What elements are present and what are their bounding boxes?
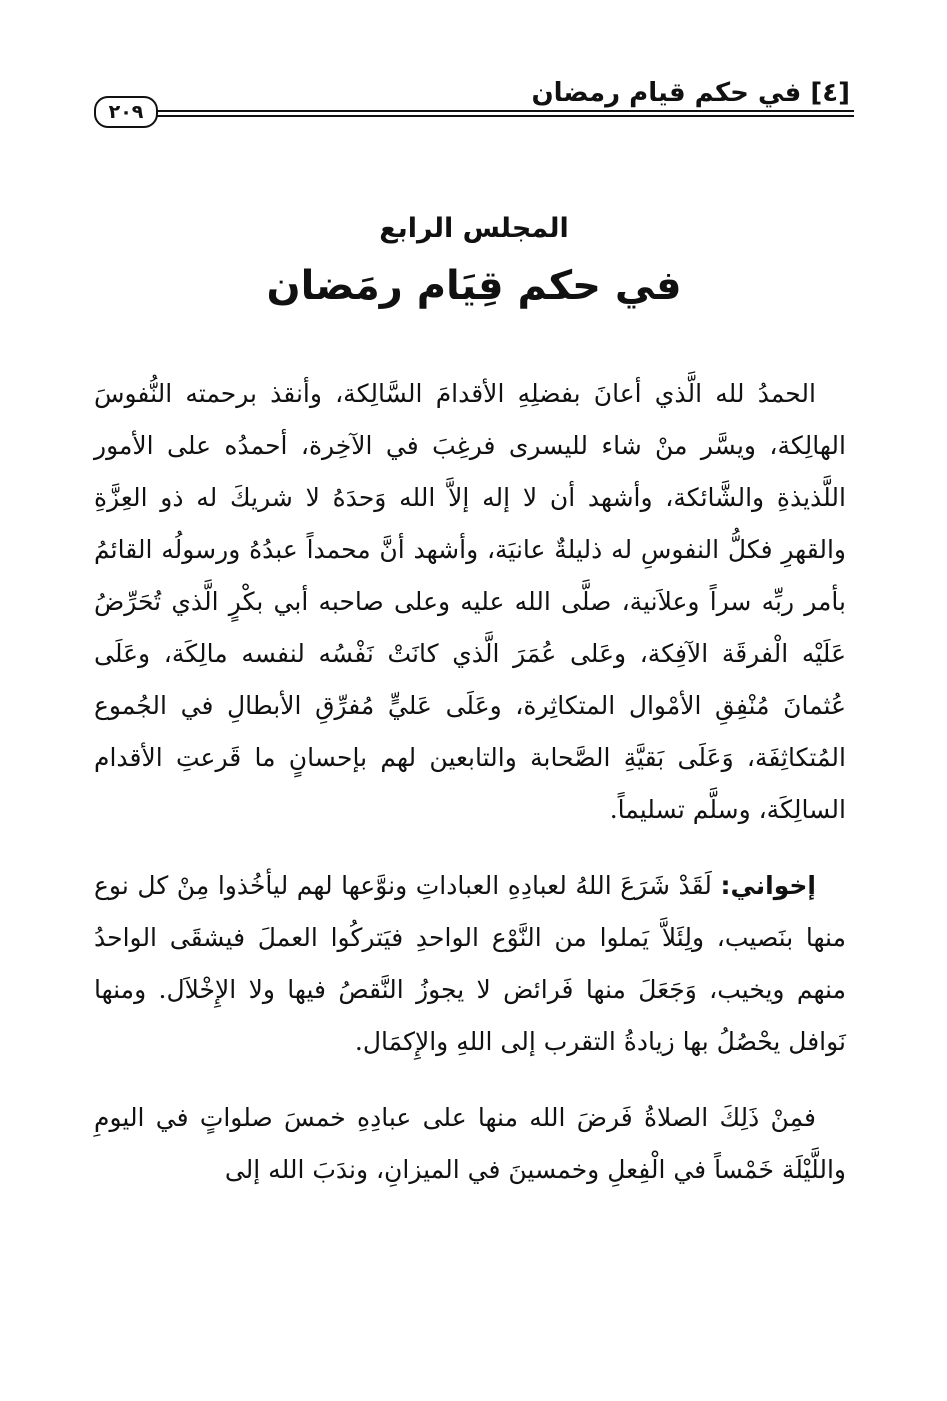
body-text: [94, 368, 846, 1196]
majlis-title: المجلس الرابع: [379, 213, 569, 244]
paragraph: [94, 1092, 846, 1196]
paragraph: [94, 860, 846, 1068]
running-head: [٤] في حكم قيام رمضان: [531, 78, 850, 108]
paragraph-text: فمِنْ ذَلِكَ الصلاةُ فَرضَ الله منها على عبادِهِ خمسَ صلواتٍ في اليومِ واللَّيْلَة خَمْساً في الْفِعلِ وخمسينَ في الميزانِ، وندَبَ الله إلى: [94, 1103, 846, 1184]
main-title: في حكم قِيَام رمَضان: [266, 263, 682, 309]
header-rule: [154, 110, 854, 112]
paragraph-text: الحمدُ لله الَّذي أعانَ بفضلِهِ الأقدامَ السَّالِكة، وأنقذ برحمته النُّفوسَ الهالِكة، ويسَّر منْ شاء لليسرى فرغِبَ في الآخِرة، أحمدُه على الأمور اللَّذيذةِ والشَّائكة، وأشهد أن لا إله إلاَّ الله وَحدَهُ لا شريكَ له ذو العِزَّةِ والقهرِ فكلُّ النفوسِ له ذليلةٌ عانيَة، وأشهد أنَّ محمداً عبدُهُ ورسولُه القائمُ بأمر ربِّه سراً وعلاَنية، صلَّى الله عليه وعلى صاحبه أبي بكْرٍ الَّذي تُحَرِّضُ عَلَيْه الْفرقَة الآفِكة، وعَلى عُمَرَ الَّذي كانَتْ نَفْسُه لنفسه مالِكَة، وعَلَى عُثمانَ مُنْفِقِ الأمْوال المتكاثِرة، وعَلَى عَليٍّ مُفرِّقِ الأبطالِ في الجُموع المُتكاثِفَة، وَعَلَى بَقيَّةِ الصَّحابة والتابعين لهم بإحسانٍ ما قَرعتِ الأقدام السالِكَة، وسلَّم تسليماً.: [94, 379, 846, 824]
title-block: [94, 205, 854, 317]
paragraph: [94, 368, 846, 836]
paragraph-lead: إخواني:: [720, 871, 816, 900]
header-rule: [154, 115, 854, 117]
page-number: ٢٠٩: [94, 96, 158, 128]
page-header: [94, 72, 854, 124]
paragraph-text: لَقَدْ شَرَعَ اللهُ لعبادِهِ العباداتِ ونوَّعها لهم ليأخُذوا مِنْ كل نوع منها بنَصيب، ولِئَلاَّ يَملوا من النَّوْع الواحدِ فيَتركُوا العملَ فيشقَى الواحدُ منهم ويخيب، وَجَعَلَ منها فَرائض لا يجوزُ النَّقصُ فيها ولا الإِخْلاَل. ومنها نَوافل يحْصُلُ بها زيادةُ التقرب إلى اللهِ والإِكمَال.: [94, 871, 846, 1056]
